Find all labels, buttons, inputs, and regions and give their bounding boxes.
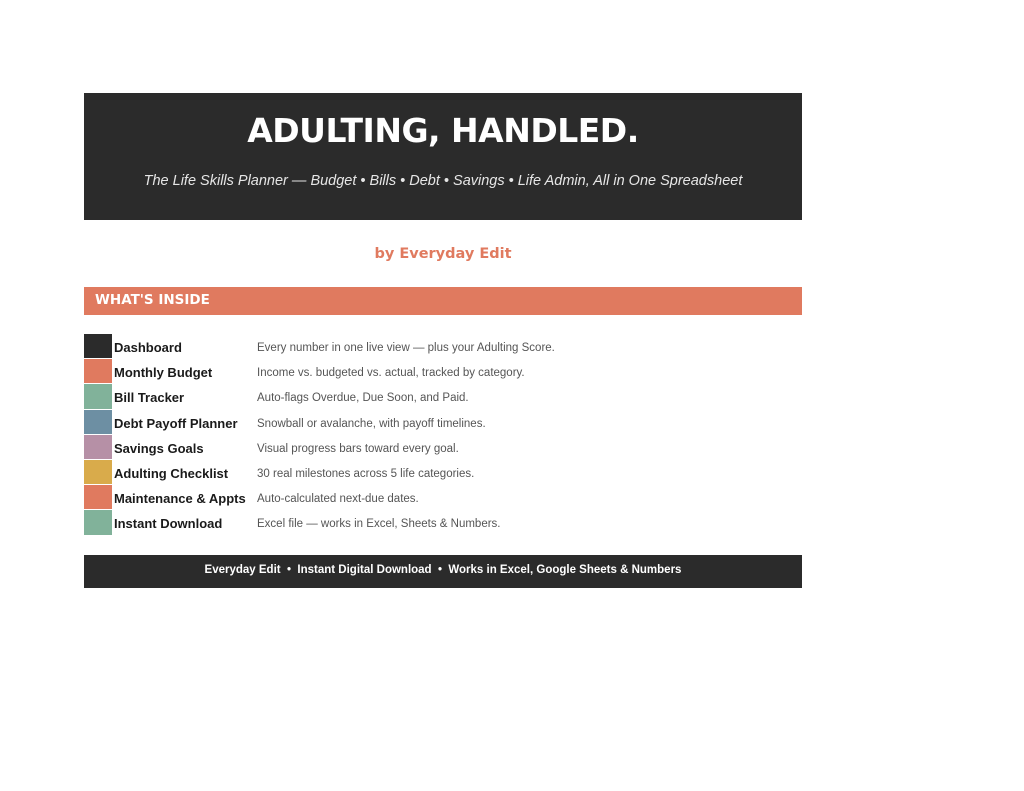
feature-description: Income vs. budgeted vs. actual, tracked by category. <box>257 367 525 380</box>
header-banner <box>84 93 802 220</box>
color-swatch <box>84 485 112 510</box>
feature-row <box>84 384 802 409</box>
feature-list <box>84 334 802 536</box>
feature-row <box>84 485 802 510</box>
feature-description: Excel file — works in Excel, Sheets & Numbers. <box>257 518 501 531</box>
feature-name: Monthly Budget <box>114 365 213 381</box>
feature-description: Visual progress bars toward every goal. <box>257 442 459 455</box>
feature-name: Instant Download <box>114 516 223 532</box>
feature-row <box>84 334 802 359</box>
footer-banner <box>84 555 802 588</box>
feature-name: Debt Payoff Planner <box>114 415 238 431</box>
feature-description: 30 real milestones across 5 life categories. <box>257 467 475 480</box>
feature-name: Maintenance & Appts <box>114 491 246 507</box>
feature-row <box>84 510 802 535</box>
feature-name: Dashboard <box>114 340 182 355</box>
feature-row <box>84 410 802 435</box>
feature-description: Every number in one live view — plus your Adulting Score. <box>257 342 555 354</box>
color-swatch <box>84 384 112 409</box>
feature-description: Snowball or avalanche, with payoff timelines. <box>257 417 486 430</box>
feature-name: Bill Tracker <box>114 390 185 406</box>
page-title: ADULTING, HANDLED. <box>247 111 639 150</box>
page-subtitle: The Life Skills Planner — Budget • Bills • Debt • Savings • Life Admin, All in One Spreadsheet <box>143 173 743 189</box>
feature-description: Auto-flags Overdue, Due Soon, and Paid. <box>257 392 469 405</box>
color-swatch <box>84 460 112 485</box>
color-swatch <box>84 435 112 460</box>
feature-name: Savings Goals <box>114 440 204 456</box>
feature-description: Auto-calculated next-due dates. <box>257 493 419 506</box>
footer-text: Everyday Edit • Instant Digital Download • Works in Excel, Google Sheets & Numbers <box>204 564 682 576</box>
color-swatch <box>84 359 112 384</box>
feature-row <box>84 460 802 485</box>
feature-row <box>84 359 802 384</box>
byline: by Everyday Edit <box>374 246 512 262</box>
section-title: WHAT'S INSIDE <box>95 292 210 308</box>
color-swatch <box>84 410 112 435</box>
color-swatch <box>84 334 112 359</box>
feature-name: Adulting Checklist <box>114 465 229 481</box>
section-header-banner <box>84 287 802 315</box>
feature-row <box>84 435 802 460</box>
color-swatch <box>84 510 112 535</box>
